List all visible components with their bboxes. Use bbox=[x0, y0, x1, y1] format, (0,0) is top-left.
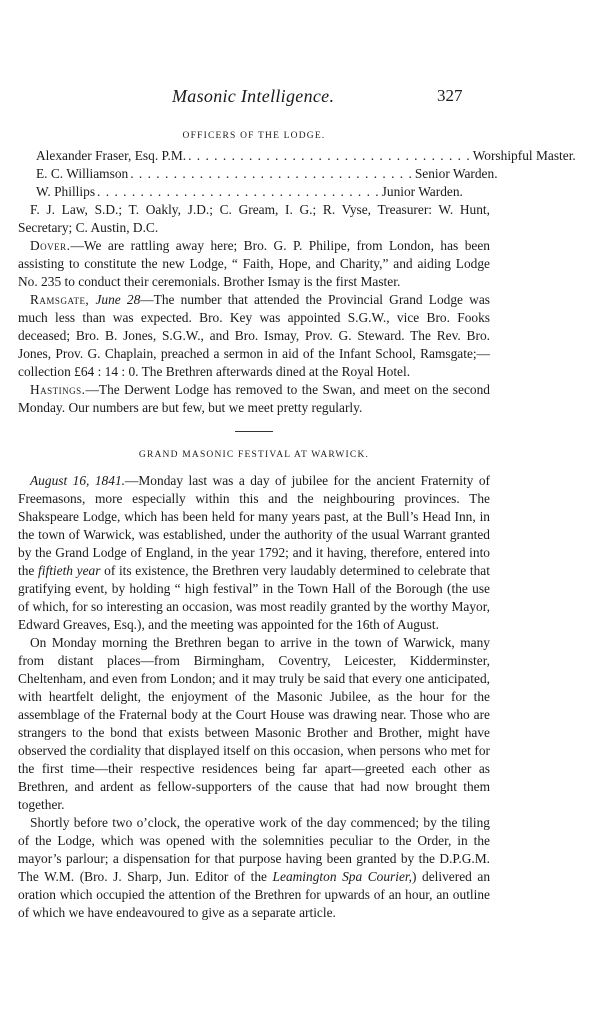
festival-p1-emphasis: fiftieth year bbox=[38, 563, 101, 578]
officer-list bbox=[18, 147, 576, 201]
festival-p1-b: of its existence, the Brethren very laudably determined to celebrate that gratifying event, by holding “ high festival” in the Town Hall of the Borough (the use of which, for so interesting an occasion, was most readily granted by the worthy Mayor, Edward Greaves, Esq.), and the meeting was appointed for the 16th of August. bbox=[18, 563, 490, 632]
officer-name: W. Phillips bbox=[36, 184, 96, 199]
dover-place: Dover. bbox=[30, 238, 71, 253]
officers-heading: OFFICERS OF THE LODGE. bbox=[182, 131, 326, 141]
officer-role: Senior Warden. bbox=[414, 166, 498, 181]
leader-dots: . . . . . . . . . . . . . . . . . . . . . . . . . . . . . . . . . bbox=[97, 184, 380, 199]
dover-text: —We are rattling away here; Bro. G. P. Philipe, from London, has been assisting to constitute the new Lodge, “ Faith, Hope, and Charity,” and aiding Lodge No. 235 to conduct their ceremonials. Brother Ismay is the first Master. bbox=[18, 238, 490, 289]
ramsgate-paragraph bbox=[18, 291, 490, 381]
officer-name: E. C. Williamson bbox=[36, 166, 129, 181]
officer-entry bbox=[18, 147, 576, 165]
dover-paragraph bbox=[18, 237, 490, 291]
ramsgate-text: —The number that attended the Provincial Grand Lodge was much less than was expected. Bro. Key was appointed S.G.W., vice Bro. Fooks deceased; Bro. B. Jones, S.G.W., and Bro. Ismay, Prov. G. Steward. The Rev. Bro. Jones, Prov. G. Chaplain, preached a sermon in aid of the Infant School, Ramsgate;—collection £64 : 14 : 0. The Brethren afterwards dined at the Royal Hotel. bbox=[18, 292, 490, 379]
officer-entry bbox=[18, 183, 463, 201]
ramsgate-place: Ramsgate, bbox=[30, 292, 90, 307]
officer-role: Worshipful Master. bbox=[472, 148, 576, 163]
festival-paragraph-2: On Monday morning the Brethren began to arrive in the town of Warwick, many from distant places—from Birmingham, Coventry, Leicester, Kidderminster, Cheltenham, and even from London; and it may truly be said that every one anticipated, with heartfelt delight, the enjoyment of the Masonic Jubilee, as the hour for the assemblage of the Fraternal body at the Court House was drawing near. Those who are strangers to the bond that exists between Masonic Brother and Brother, might have observed the cordiality that displayed itself on this occasion, when persons who met for the first time—their respective residences being far apart—greeted each other as Brethren, and ardent as fellow-supporters of the cause that had now brought them together. bbox=[18, 635, 490, 812]
page-number: 327 bbox=[437, 86, 463, 105]
officer-name: Alexander Fraser, Esq. P.M. bbox=[36, 148, 187, 163]
festival-paragraph-1 bbox=[18, 472, 490, 634]
other-officers: F. J. Law, S.D.; T. Oakly, J.D.; C. Gream, I. G.; R. Vyse, Treasurer: W. Hunt, Secretary; C. Austin, D.C. bbox=[18, 202, 490, 235]
festival-heading: GRAND MASONIC FESTIVAL AT WARWICK. bbox=[138, 450, 370, 460]
festival-p1-a: —Monday last was a day of jubilee for the ancient Fraternity of Freemasons, more especially within this and the neighbouring provinces. The Shakspeare Lodge, which has been held for many years past, at the Bull’s Head Inn, in the town of Warwick, was established, under the authority of the usual Warrant granted by the Grand Lodge of England, in the year 1792; and it having, therefore, entered into the bbox=[18, 473, 490, 578]
officer-role: Junior Warden. bbox=[381, 184, 463, 199]
festival-p3-emphasis: Leamington Spa Courier, bbox=[272, 869, 412, 884]
running-title: Masonic Intelligence. bbox=[172, 86, 335, 106]
leader-dots: . . . . . . . . . . . . . . . . . . . . . . . . . . . . . . . . . bbox=[188, 148, 471, 163]
hastings-place: Hastings. bbox=[30, 382, 86, 397]
festival-p3-a: Shortly before two o’clock, the operative work of the day commenced; by the tiling of the Lodge, which was opened with the solemnities peculiar to the Order, in the mayor’s parlour; a dispensation for that purpose having been granted by the D.P.G.M. The W.M. (Bro. J. Sharp, Jun. Editor of the bbox=[18, 815, 490, 884]
festival-date: August 16, 1841. bbox=[30, 473, 125, 488]
leader-dots: . . . . . . . . . . . . . . . . . . . . . . . . . . . . . . . . . bbox=[130, 166, 413, 181]
hastings-text: —The Derwent Lodge has removed to the Swan, and meet on the second Monday. Our numbers are but few, but we meet pretty regularly. bbox=[18, 382, 490, 415]
hastings-paragraph bbox=[18, 381, 490, 417]
ramsgate-date: June 28 bbox=[95, 292, 141, 307]
body-text bbox=[18, 127, 576, 922]
festival-paragraph-3 bbox=[18, 814, 490, 922]
officer-entry bbox=[18, 165, 498, 183]
section-divider bbox=[235, 431, 273, 432]
festival-p3-b: ) delivered an oration which occupied the attention of the Brethren for upwards of an hour, an outline of which we have endeavoured to give as a separate article. bbox=[18, 869, 491, 920]
running-head bbox=[0, 86, 592, 110]
